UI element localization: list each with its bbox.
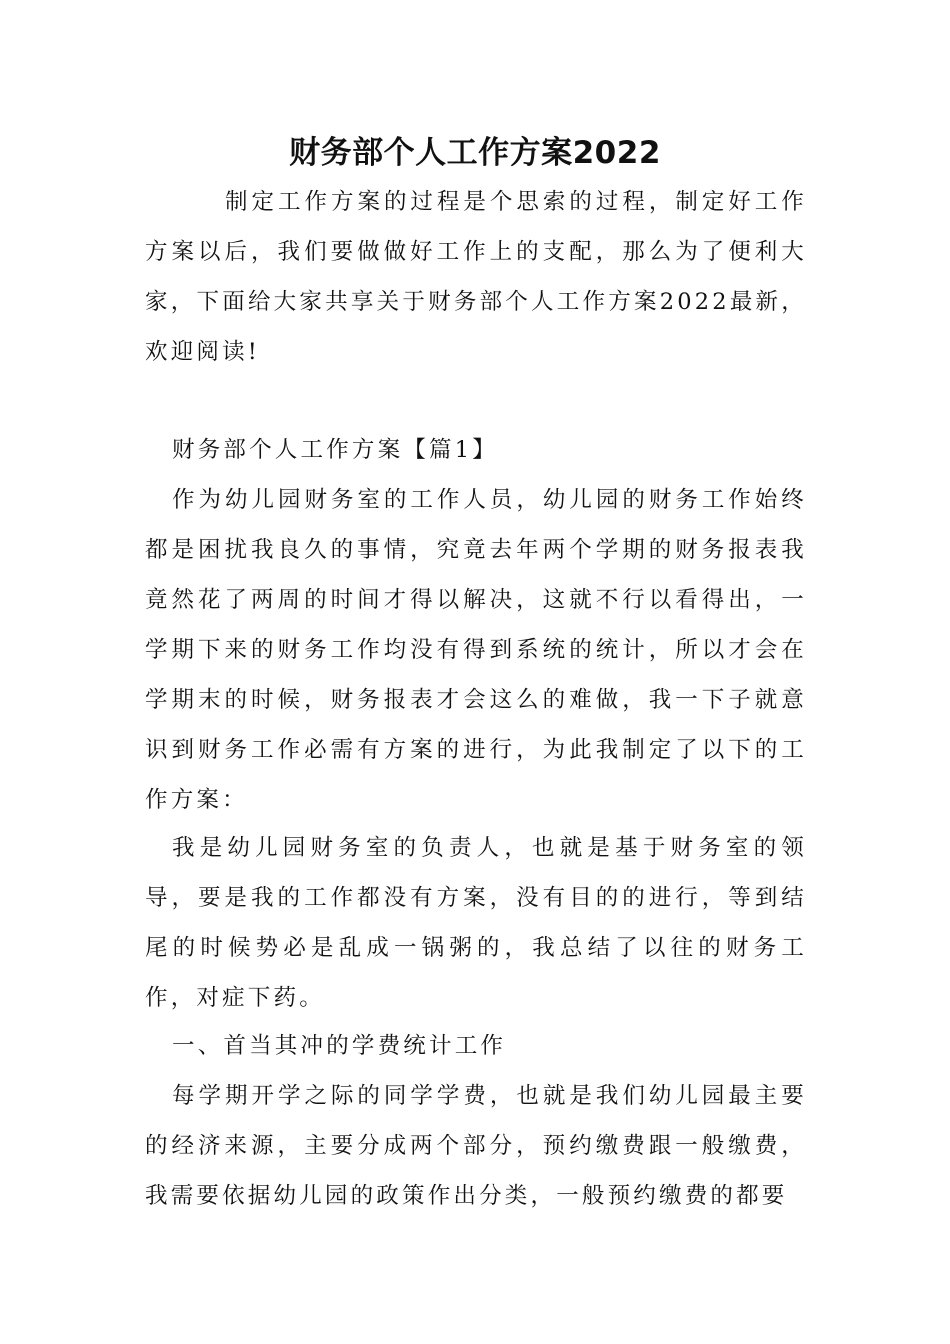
- body-paragraph-1: 作为幼儿园财务室的工作人员，幼儿园的财务工作始终都是困扰我良久的事情，究竟去年两个学期的财务报表我竟然花了两周的时间才得以解决，这就不行以看得出，一学期下来的财务工作均没有得到系统的统计，所以才会在学期末的时候，财务报表才会这么的难做，我一下子就意识到财务工作必需有方案的进行，为此我制定了以下的工作方案：: [145, 487, 807, 813]
- intro-paragraph: 制定工作方案的过程是个思索的过程，制定好工作方案以后，我们要做做好工作上的支配，那么为了便利大家，下面给大家共享关于财务部个人工作方案2022最新，欢迎阅读!: [145, 189, 807, 365]
- body-paragraph-2: 我是幼儿园财务室的负责人，也就是基于财务室的领导，要是我的工作都没有方案，没有目的的进行，等到结尾的时候势必是乱成一锅粥的，我总结了以往的财务工作，对症下药。: [145, 835, 807, 1011]
- body-paragraph-3: 每学期开学之际的同学学费，也就是我们幼儿园最主要的经济来源，主要分成两个部分，预约缴费跟一般缴费，我需要依据幼儿园的政策作出分类，一般预约缴费的都要: [145, 1083, 807, 1209]
- document-title: 财务部个人工作方案2022: [289, 135, 661, 171]
- section-heading: 财务部个人工作方案【篇1】: [172, 437, 498, 463]
- subheading-1: 一、首当其冲的学费统计工作: [172, 1033, 507, 1059]
